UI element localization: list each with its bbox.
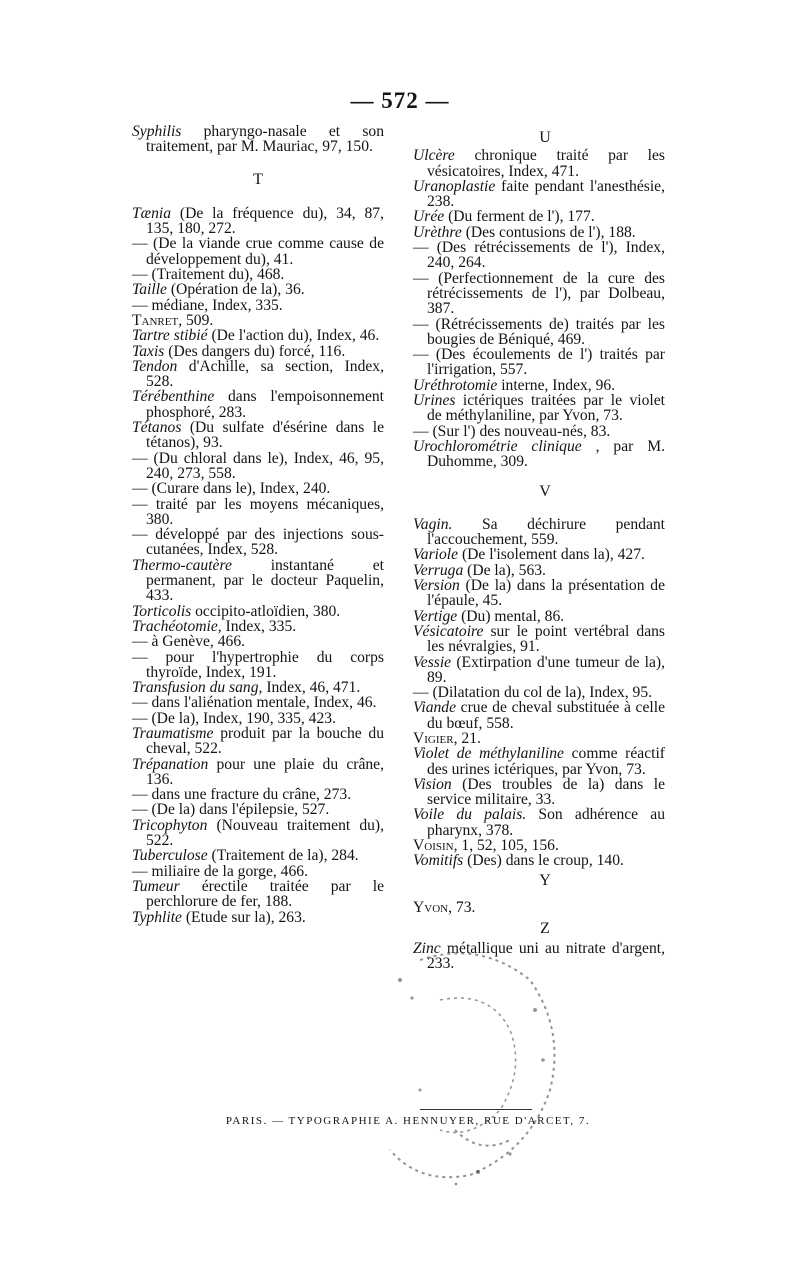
entry-text: — (Du chloral dans le), Index, 46, 95, 240, 273, 558. xyxy=(132,449,384,482)
index-entry xyxy=(132,558,384,604)
entry-text: — dans l'aliénation mentale, Index, 46. xyxy=(132,694,377,712)
entry-heading: Vision xyxy=(413,775,452,793)
section-letter-u: U xyxy=(539,129,551,146)
index-entry xyxy=(413,941,665,972)
index-entry xyxy=(132,481,384,496)
entry-heading: Thermo-cautère xyxy=(132,556,232,574)
entry-heading: Tétanos xyxy=(132,419,182,437)
index-entry xyxy=(413,777,665,808)
entry-heading: Syphilis xyxy=(132,123,182,140)
index-entry xyxy=(132,298,384,313)
entry-text: (Des troubles de la) dans le service militaire, 33. xyxy=(427,775,665,809)
index-entry xyxy=(413,685,665,700)
entry-text: d'Achille, sa section, Index, 528. xyxy=(146,357,384,391)
index-entry xyxy=(132,726,384,757)
footer-rule xyxy=(420,1109,532,1110)
entry-text: (De l'action du), Index, 46. xyxy=(207,327,380,345)
entry-text: — pour l'hypertrophie du corps thyroïde, Index, 191. xyxy=(132,648,384,681)
entry-heading: Tartre stibié xyxy=(132,327,208,345)
library-stamp xyxy=(360,940,570,1190)
index-entry xyxy=(132,604,384,619)
entry-text: — médiane, Index, 335. xyxy=(132,296,283,314)
entry-heading: Trépanation xyxy=(132,755,209,773)
entry-heading: Version xyxy=(413,577,460,595)
entry-text: (De la) dans la présentation de l'épaule, 45. xyxy=(427,577,665,610)
entry-heading: Transfusion du sang, xyxy=(132,679,263,697)
entry-heading: Variole xyxy=(413,546,459,564)
entry-text: — (Perfectionnement de la cure des rétrécissements de l'), par Dolbeau, 387. xyxy=(413,269,665,318)
entry-text: Index, 335. xyxy=(221,617,297,635)
index-entry xyxy=(413,609,665,624)
entry-heading: Verruga xyxy=(413,561,464,579)
entry-text: — (De la), Index, 190, 335, 423. xyxy=(132,709,336,727)
index-entry xyxy=(132,787,384,802)
entry-text: Sa déchirure pendant l'accouchement, 559. xyxy=(427,515,665,549)
index-entry xyxy=(413,746,665,777)
entry-text: — (Des écoulements de l') traités par l'irrigation, 557. xyxy=(413,346,665,379)
entry-text: (Traitement de la), 284. xyxy=(207,847,359,865)
index-entry xyxy=(132,344,384,359)
section-letter-y: Y xyxy=(539,871,551,889)
index-entry xyxy=(132,864,384,879)
entry-text: — (Sur l') des nouveau-nés, 83. xyxy=(413,422,611,440)
entry-heading: Uranoplastie xyxy=(413,177,496,195)
entry-heading: Urines xyxy=(413,392,456,410)
entry-heading: Vésicatoire xyxy=(413,622,484,640)
entry-heading: Vigier xyxy=(413,729,454,747)
index-entry xyxy=(413,317,665,348)
entry-text: — à Genève, 466. xyxy=(132,633,246,651)
index-entry xyxy=(413,179,665,210)
entry-heading: Taille xyxy=(132,281,167,299)
entry-text: , par M. Duhomme, 309. xyxy=(427,437,665,471)
index-entry xyxy=(132,634,384,649)
index-entry xyxy=(132,206,384,237)
entry-heading: Tendon xyxy=(132,357,178,375)
printer-imprint: PARIS. — TYPOGRAPHIE A. HENNUYER, RUE D'ARCET, 7. xyxy=(225,1115,591,1127)
entry-heading: Zinc xyxy=(413,939,441,957)
index-entry xyxy=(132,818,384,849)
index-entry xyxy=(413,700,665,731)
index-entry xyxy=(413,271,665,317)
entry-heading: Taxis xyxy=(132,342,165,360)
index-entry xyxy=(413,578,665,609)
entry-text: — (Curare dans le), Index, 240. xyxy=(132,480,331,498)
index-entry xyxy=(132,451,384,482)
entry-heading: Vagin. xyxy=(413,515,453,533)
index-entry xyxy=(132,124,384,155)
index-entry xyxy=(132,497,384,528)
entry-heading: Violet de méthylaniline xyxy=(413,745,564,763)
index-entry xyxy=(132,313,384,328)
entry-text: , 21. xyxy=(453,729,481,747)
entry-text: , 73. xyxy=(448,898,476,916)
entry-text: — (Traitement du), 468. xyxy=(132,266,285,284)
entry-text: (De l'isolement dans la), 427. xyxy=(458,546,645,564)
entry-heading: Vessie xyxy=(413,653,452,671)
index-entry xyxy=(413,439,665,470)
entry-heading: Térébenthine xyxy=(132,388,215,406)
entry-heading: Traumatisme xyxy=(132,724,214,742)
entry-text: — (Dilatation du col de la), Index, 95. xyxy=(413,684,653,702)
index-entry xyxy=(132,695,384,710)
entry-heading: Tricophyton xyxy=(132,816,208,834)
entry-text: Son adhérence au pharynx, 378. xyxy=(427,806,666,839)
section-letter-v: V xyxy=(539,482,551,500)
index-entry xyxy=(413,393,665,424)
index-entry xyxy=(132,527,384,558)
entry-text: — dans une fracture du crâne, 273. xyxy=(132,786,352,804)
index-entry xyxy=(132,236,384,267)
entry-text: métallique uni au nitrate d'argent, 233. xyxy=(427,939,665,972)
index-entry xyxy=(413,148,665,179)
entry-text: produit par la bouche du cheval, 522. xyxy=(146,724,384,758)
entry-heading: Trachéotomie, xyxy=(132,617,222,635)
entry-text: (Des dangers du) forcé, 116. xyxy=(164,342,346,360)
entry-text: — (De la viande crue comme cause de développement du), 41. xyxy=(132,235,384,268)
index-entry xyxy=(413,624,665,655)
index-entry xyxy=(413,347,665,378)
entry-heading: Urée xyxy=(413,208,445,226)
index-entry xyxy=(132,328,384,343)
index-entry xyxy=(132,359,384,390)
entry-text: comme réactif des urines ictériques, par Yvon, 73. xyxy=(427,745,665,778)
entry-text: occipito-atloïdien, 380. xyxy=(191,602,341,620)
entry-text: (Des) dans le croup, 140. xyxy=(463,852,624,870)
index-entry xyxy=(413,838,665,853)
entry-text: (De la fréquence du), 34, 87, 135, 180, 272. xyxy=(146,204,384,238)
entry-text: Index, 46, 471. xyxy=(262,679,361,697)
entry-heading: Voisin xyxy=(413,837,454,855)
entry-text: (Des contusions de l'), 188. xyxy=(461,223,636,241)
page-number: — 572 — xyxy=(350,88,450,113)
index-column-left xyxy=(132,124,384,925)
index-entry xyxy=(132,910,384,925)
index-entry xyxy=(132,879,384,910)
entry-heading: Urèthre xyxy=(413,223,462,241)
index-entry xyxy=(413,209,665,224)
entry-text: dans l'empoisonnement phosphoré, 283. xyxy=(146,388,384,421)
entry-text: pour une plaie du crâne, 136. xyxy=(146,755,384,788)
entry-text: — (De la) dans l'épilepsie, 527. xyxy=(132,801,330,819)
entry-heading: Uréthrotomie xyxy=(413,376,498,394)
entry-heading: Typhlite xyxy=(132,908,182,926)
index-entry xyxy=(413,655,665,686)
entry-text: sur le point vertébral dans les névralgies, 91. xyxy=(427,622,665,656)
entry-text: — (Rétrécissements de) traités par les bougies de Béniqué, 469. xyxy=(413,315,665,348)
entry-text: crue de cheval substituée à celle du bœuf, 558. xyxy=(427,699,665,732)
index-entry xyxy=(413,240,665,271)
index-entry xyxy=(132,650,384,681)
index-entry xyxy=(413,378,665,393)
entry-text: , 509. xyxy=(178,311,214,329)
index-entry xyxy=(413,424,665,439)
entry-heading: Vertige xyxy=(413,607,458,625)
index-entry xyxy=(413,517,665,548)
entry-text: , 1, 52, 105, 156. xyxy=(453,837,559,855)
entry-text: érectile traitée par le perchlorure de fer, 188. xyxy=(146,877,384,911)
index-entry xyxy=(132,848,384,863)
entry-text: (Etude sur la), 263. xyxy=(181,908,306,926)
entry-text: (Du ferment de l'), 177. xyxy=(444,208,595,226)
entry-text: chronique traité par les vésicatoires, Index, 471. xyxy=(427,147,665,180)
index-entry xyxy=(132,680,384,695)
entry-heading: Urochlorométrie clinique xyxy=(413,437,582,455)
entry-heading: Yvon xyxy=(413,898,449,916)
index-column-right xyxy=(413,130,665,971)
entry-text: ictériques traitées par le violet de méthylaniline, par Yvon, 73. xyxy=(427,392,665,425)
entry-text: (Du sulfate d'ésérine dans le tétanos), 93. xyxy=(146,419,384,452)
entry-heading: Vomitifs xyxy=(413,852,464,870)
index-entry xyxy=(132,711,384,726)
entry-heading: Tumeur xyxy=(132,877,180,895)
entry-text: — traité par les moyens mécaniques, 380. xyxy=(132,495,384,528)
entry-text: faite pendant l'anesthésie, 238. xyxy=(427,177,665,211)
entry-text: (Extirpation d'une tumeur de la), 89. xyxy=(427,653,665,686)
index-entry xyxy=(132,267,384,282)
index-entry xyxy=(132,757,384,788)
entry-text: (De la), 563. xyxy=(463,561,546,579)
index-entry xyxy=(413,731,665,746)
index-entry xyxy=(132,619,384,634)
index-entry xyxy=(413,807,665,838)
section-letter-z: Z xyxy=(540,920,550,938)
section-letter-t: T xyxy=(253,170,263,188)
entry-heading: Torticolis xyxy=(132,602,192,620)
entry-text: (Nouveau traitement du), 522. xyxy=(146,816,384,850)
entry-text: (Opération de la), 36. xyxy=(166,281,305,299)
entry-heading: Ulcère xyxy=(413,147,455,165)
index-entry xyxy=(132,389,384,420)
entry-text: interne, Index, 96. xyxy=(497,376,616,394)
entry-heading: Tuberculose xyxy=(132,847,208,865)
index-entry xyxy=(413,900,665,915)
index-entry xyxy=(132,420,384,451)
index-entry xyxy=(132,282,384,297)
index-entry xyxy=(413,547,665,562)
index-entry xyxy=(413,225,665,240)
entry-heading: Tænia xyxy=(132,204,171,222)
index-entry xyxy=(132,802,384,817)
entry-heading: Voile du palais. xyxy=(413,806,527,824)
entry-text: — développé par des injections sous-cutanées, Index, 528. xyxy=(132,526,384,559)
entry-heading: Tanret xyxy=(132,311,179,329)
index-entry xyxy=(413,563,665,578)
entry-text: pharyngo-nasale et son traitement, par M. Mauriac, 97, 150. xyxy=(146,123,384,156)
entry-text: instantané et permanent, par le docteur Paquelin, 433. xyxy=(146,556,384,605)
entry-heading: Viande xyxy=(413,699,457,717)
entry-text: (Du) mental, 86. xyxy=(457,607,565,625)
entry-text: — miliaire de la gorge, 466. xyxy=(132,862,308,880)
index-entry xyxy=(413,853,665,868)
entry-text: — (Des rétrécissements de l'), Index, 240, 264. xyxy=(413,239,665,272)
